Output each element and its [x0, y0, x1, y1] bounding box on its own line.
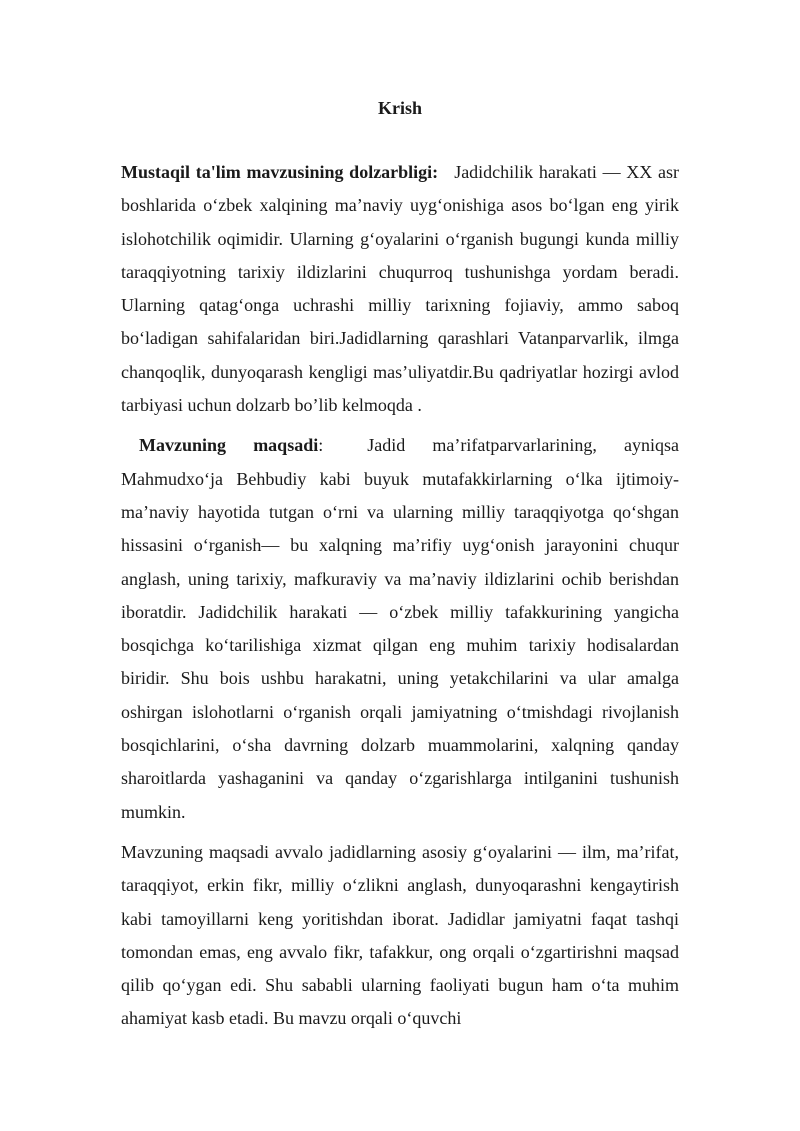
- goal-continued-paragraph: [121, 836, 679, 1036]
- goal-paragraph: [121, 429, 679, 829]
- goal-continued-text: Mavzuning maqsadi avvalo jadidlarning asosiy g‘oyalarini — ilm, ma’rifat, taraqqiyot, erkin fikr, milliy o‘zlikni anglash, dunyoqarashni kengaytirish kabi tamoyillarni keng yoritishdan iborat. Jadidlar jamiyatni faqat tashqi tomondan emas, eng avvalo fikr, tafakkur, ong orqali o‘zgartirishni maqsad qilib qo‘ygan edi. Shu sababli ularning faoliyati bugun ham o‘ta muhim ahamiyat kasb etadi. Bu mavzu orqali o‘quvchi: [121, 841, 679, 1029]
- relevance-paragraph: [121, 156, 679, 422]
- goal-heading: Mavzuning maqsadi: [139, 435, 319, 456]
- page-title: Krish: [377, 98, 422, 118]
- relevance-text: Jadidchilik harakati — XX asr boshlarida o‘zbek xalqining ma’naviy uyg‘onishiga asos bo‘lgan eng yirik islohotchilik oqimidir. Ularning g‘oyalarini o‘rganish bugungi kunda milliy taraqqiyotning tarixiy ildizlarini chuqurroq tushunishga yordam beradi. Ularning qatag‘onga uchrashi milliy tarixning fojiaviy, ammo saboq bo‘ladigan sahifalaridan biri.Jadidlarning qarashlari Vatanparvarlik, ilmga chanqoqlik, dunyoqarash kengligi mas’uliyatdir.Bu qadriyatlar hozirgi avlod tarbiyasi uchun dolzarb bo’lib kelmoqda .: [121, 162, 679, 416]
- relevance-heading: Mustaqil ta'lim mavzusining dolzarbligi:: [121, 162, 439, 182]
- goal-text: Jadid ma’rifatparvarlarining, ayniqsa Mahmudxo‘ja Behbudiy kabi buyuk mutafakkirlarning o‘lka ijtimoiy-ma’naviy hayotida tutgan o‘rni va ularning milliy taraqqiyotga qo‘shgan hissasini o‘rganish— bu xalqning ma’rifiy uyg‘onish jarayonini chuqur anglash, uning tarixiy, mafkuraviy va ma’naviy ildizlarini ochib berishdan iboratdir. Jadidchilik harakati — o‘zbek milliy tafakkurining yangicha bosqichga ko‘tarilishiga xizmat qilgan eng muhim tarixiy hodisalardan biridir. Shu bois ushbu harakatni, uning yetakchilarini va ular amalga oshirgan islohotlarni o‘rganish orqali jamiyatning o‘tmishdagi rivojlanish bosqichlarini, o‘sha davrning dolzarb muammolarini, xalqning qanday sharoitlarda yashaganini va qanday o‘zgarishlarga intilganini tushunish mumkin.: [121, 435, 679, 822]
- goal-heading-colon: :: [318, 435, 324, 456]
